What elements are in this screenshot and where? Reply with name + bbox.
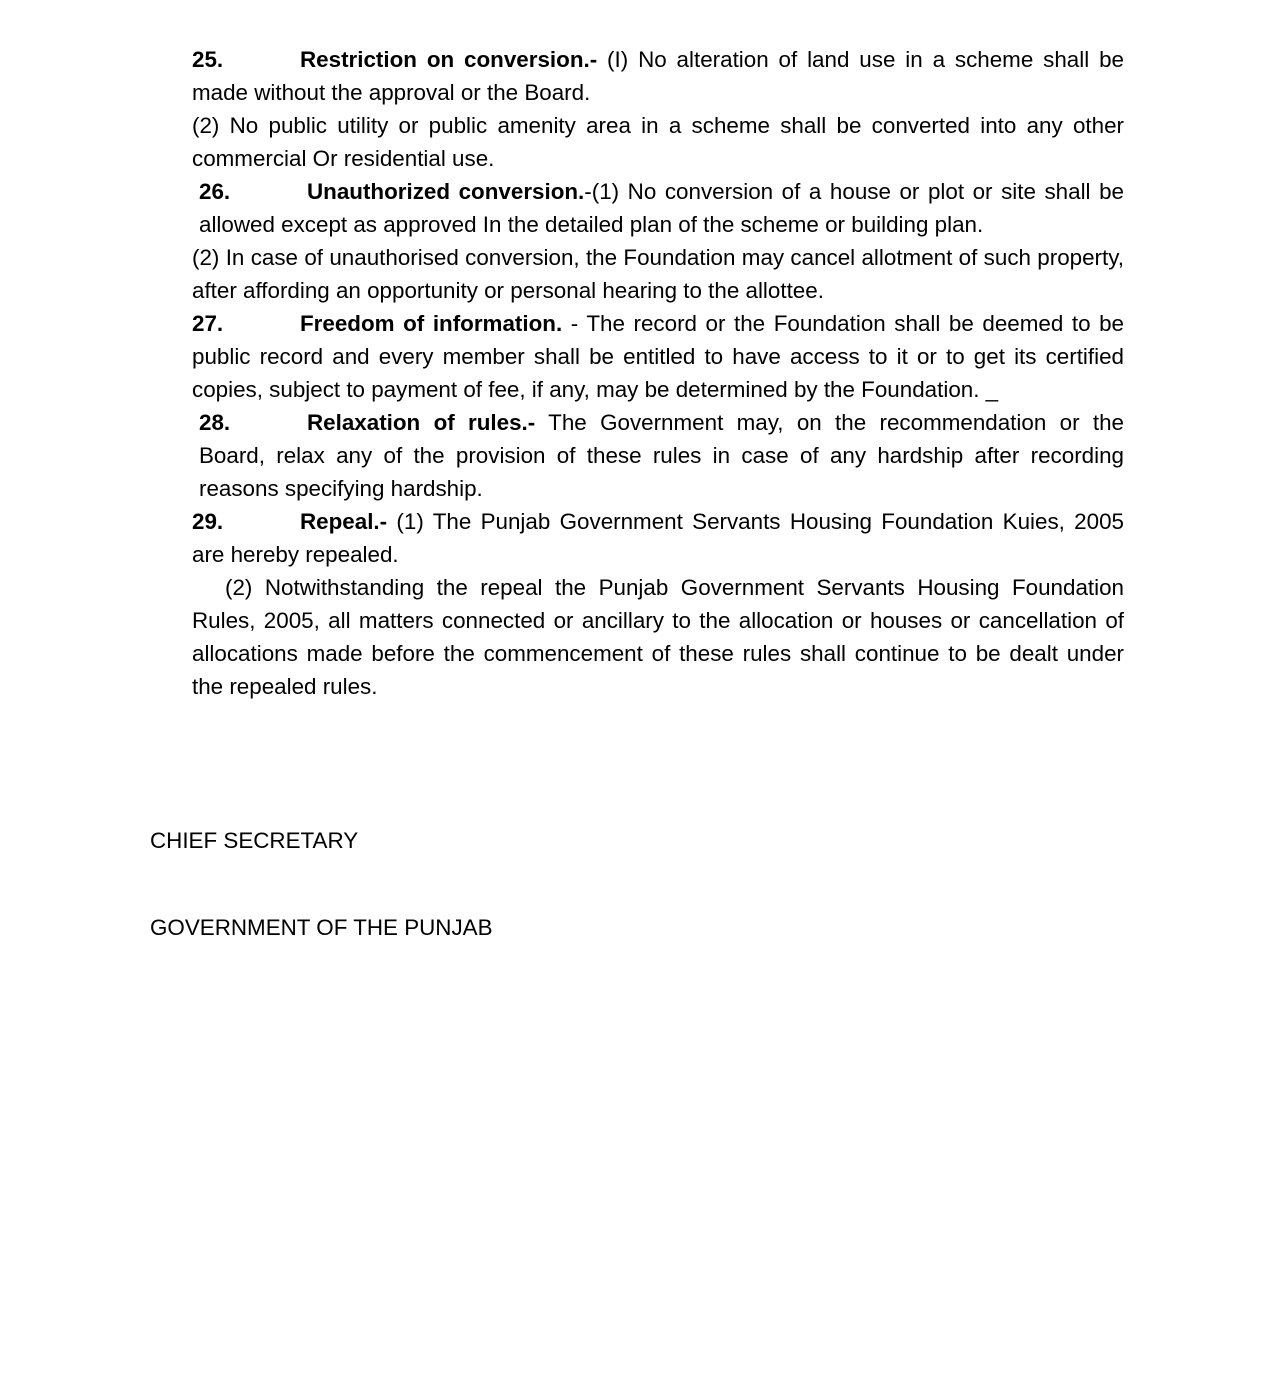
- section-heading: Freedom of information.: [300, 311, 563, 336]
- section-27: [192, 307, 1124, 406]
- section-heading: Relaxation of rules.-: [307, 410, 536, 435]
- section-26: [192, 175, 1124, 241]
- section-25: [192, 43, 1124, 109]
- rules-body: [192, 43, 1124, 703]
- section-heading: Restriction on conversion.-: [300, 47, 598, 72]
- section-29: [192, 505, 1124, 571]
- section-text: - The record or the Foundation shall be deemed to be public record and every member shall be entitled to have access to it or to get its certified copies, subject to payment of fee, if any, may be determined by the Foundation. _: [192, 311, 1124, 402]
- signatory-title: CHIEF SECRETARY: [150, 828, 359, 853]
- section-text: (I) No alteration of land use in a scheme shall be made without the approval or the Board.: [192, 47, 1124, 105]
- section-heading: Repeal.-: [300, 509, 388, 534]
- section-26-subsection-2: (2) In case of unauthorised conversion, the Foundation may cancel allotment of such property, after affording an opportunity or personal hearing to the allottee.: [192, 245, 1124, 303]
- section-number: 26.: [199, 179, 231, 204]
- section-text: (1) The Punjab Government Servants Housing Foundation Kuies, 2005 are hereby repealed.: [192, 509, 1124, 567]
- section-number: 27.: [192, 311, 224, 336]
- section-number: 28.: [199, 410, 231, 435]
- section-number: 29.: [192, 509, 224, 534]
- section-28: [192, 406, 1124, 505]
- signatory-office: GOVERNMENT OF THE PUNJAB: [150, 915, 493, 940]
- section-29-subsection-2: (2) Notwithstanding the repeal the Punjab Government Servants Housing Foundation Rules, 2005, all matters connected or ancillary to the allocation or houses or cancellation of allocations made before the commencement of these rules shall continue to be dealt under the repealed rules.: [192, 575, 1124, 699]
- section-number: 25.: [192, 47, 224, 72]
- section-heading: Unauthorized conversion.: [307, 179, 585, 204]
- section-text: The Government may, on the recommendation or the Board, relax any of the provision of these rules in case of any hardship after recording reasons specifying hardship.: [199, 410, 1124, 501]
- section-text: -(1) No conversion of a house or plot or site shall be allowed except as approved In the detailed plan of the scheme or building plan.: [199, 179, 1124, 237]
- section-25-subsection-2: (2) No public utility or public amenity area in a scheme shall be converted into any other commercial Or residential use.: [192, 113, 1124, 171]
